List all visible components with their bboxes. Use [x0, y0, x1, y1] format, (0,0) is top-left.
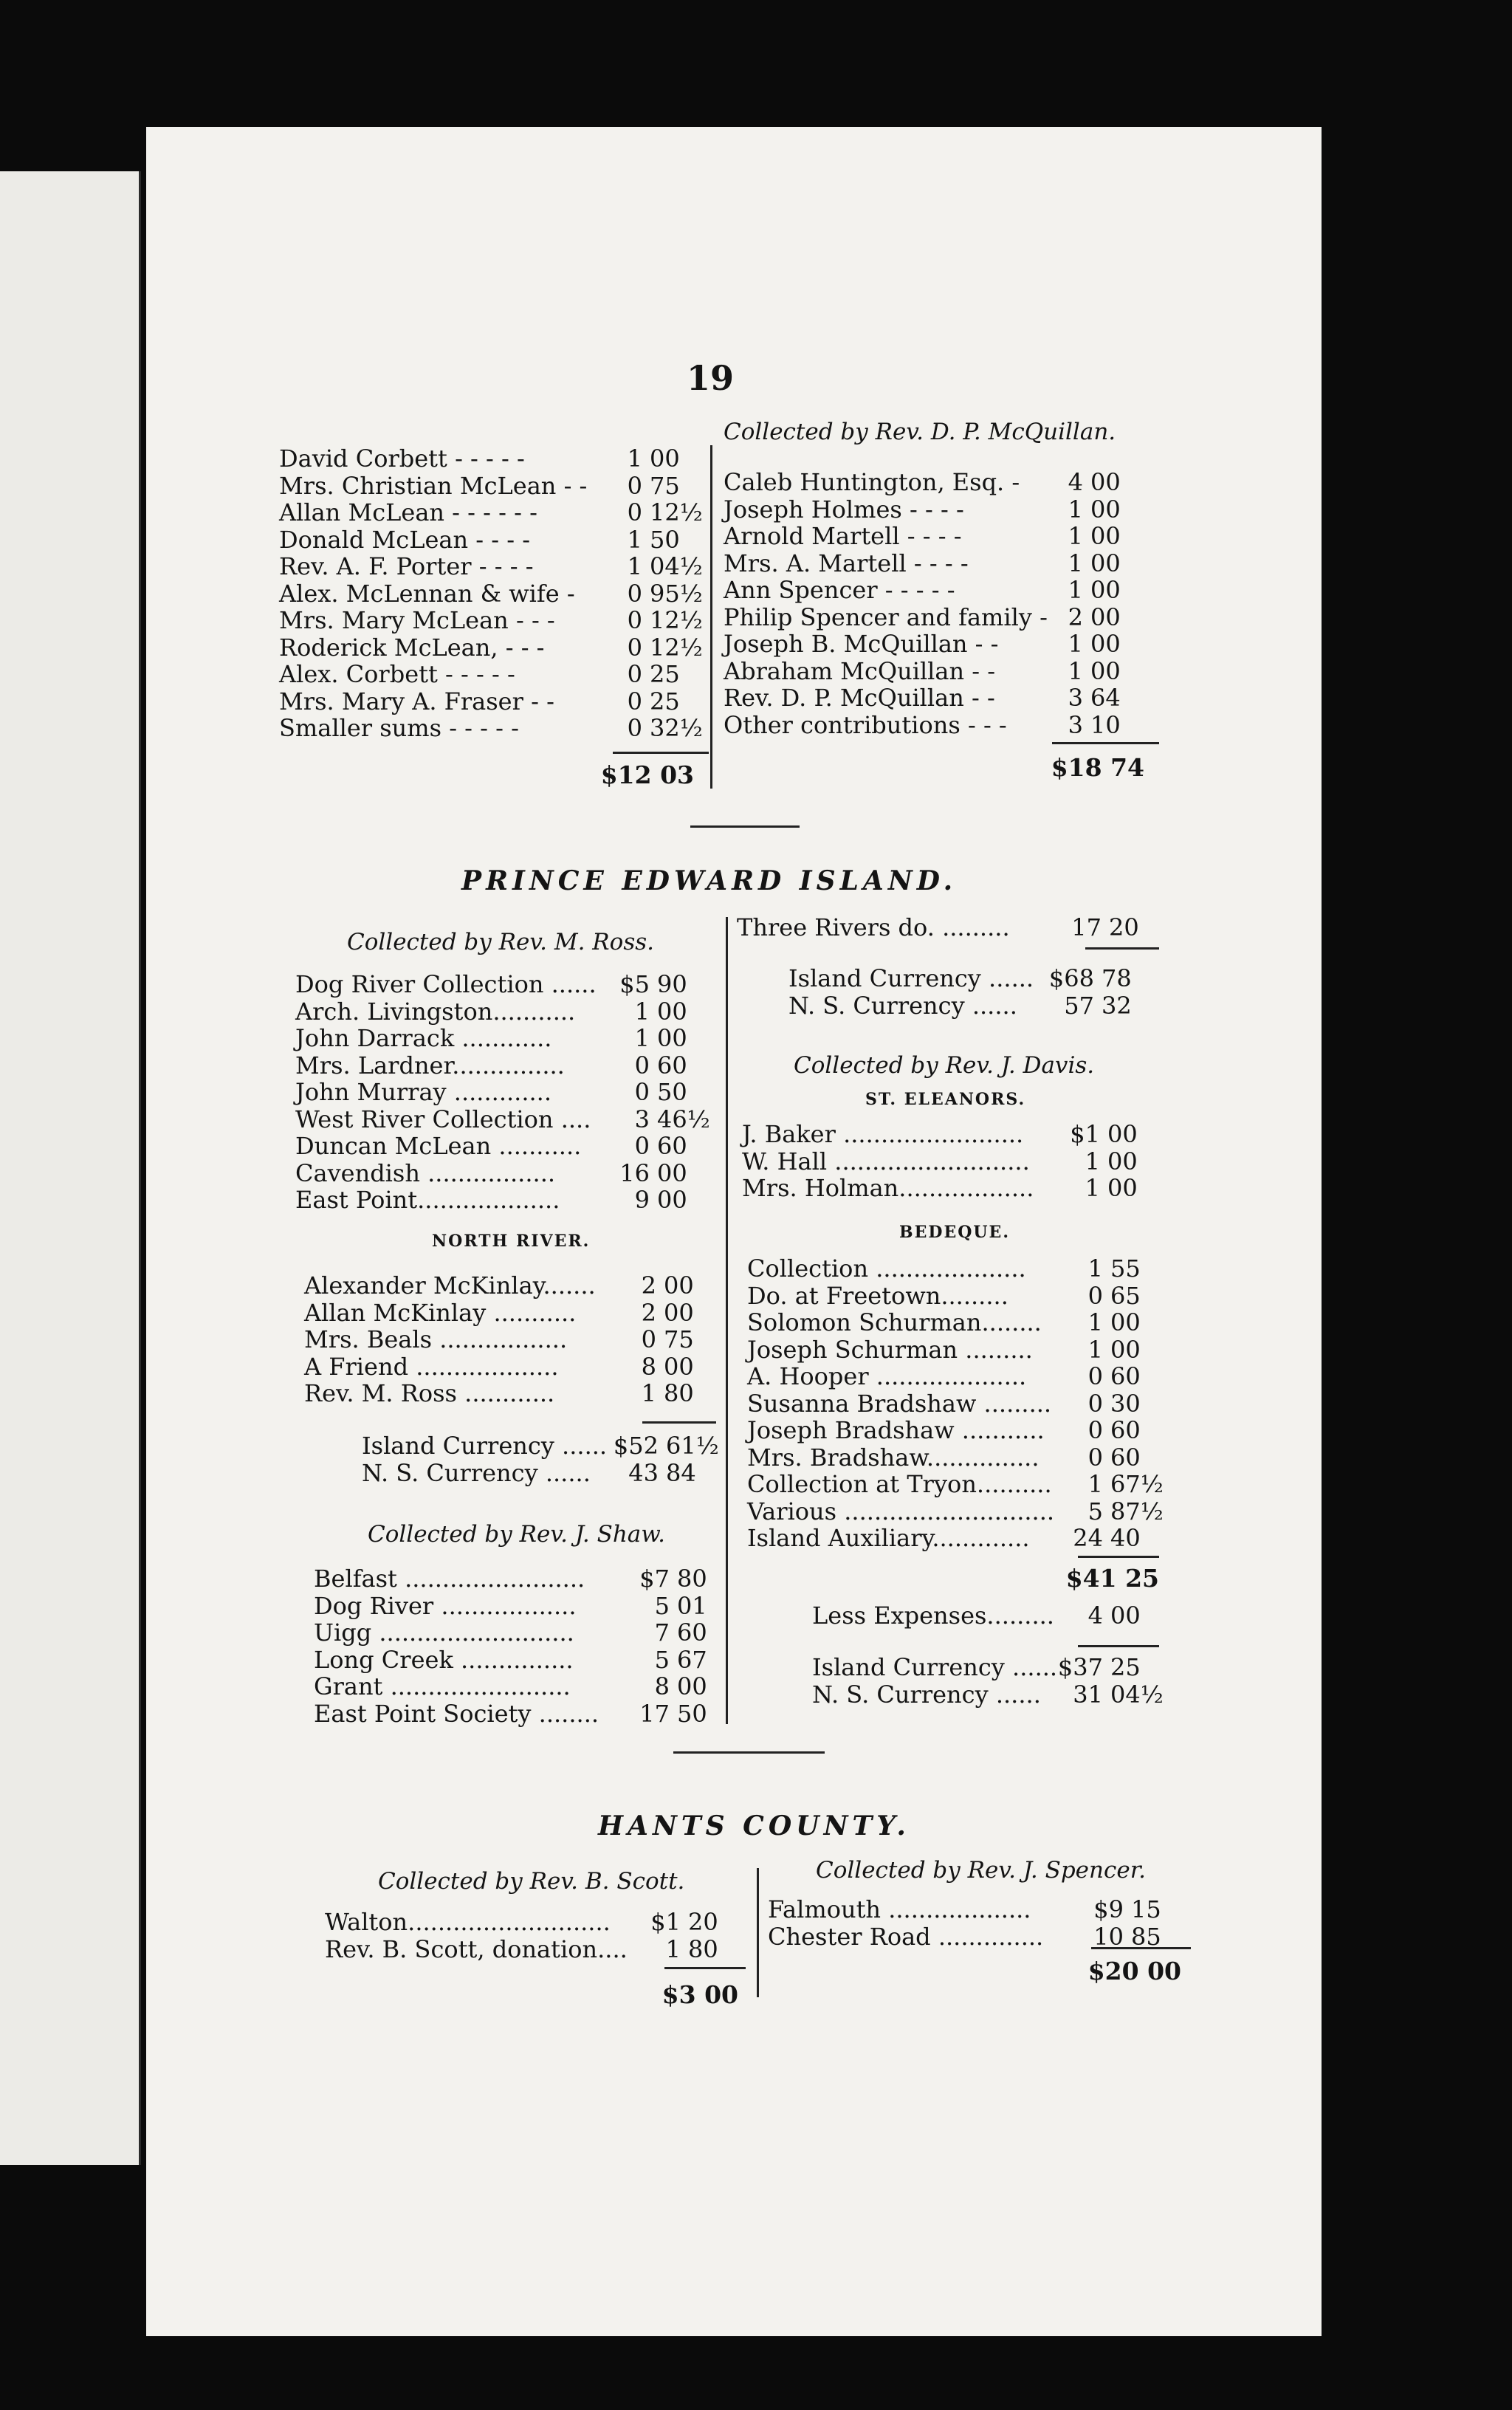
ledger-row	[295, 1133, 707, 1159]
contributor-name: Alexander McKinlay.......	[304, 1271, 596, 1300]
ledger-row	[279, 714, 703, 742]
amount-dollars: 0	[641, 1325, 656, 1353]
ledger-row	[788, 965, 1152, 992]
contributor-name: Mrs. Bradshaw...............	[747, 1443, 1040, 1472]
contributor-name: Susanna Bradshaw .........	[747, 1389, 1052, 1418]
amount-dollars: 0	[1087, 1416, 1103, 1444]
contributor-name: Joseph B. McQuillan - -	[724, 630, 999, 658]
ledger-row	[724, 523, 1141, 549]
amount-dollars: 1	[634, 1024, 650, 1052]
amount-dollars: 2	[641, 1271, 656, 1300]
amount-dollars: $37	[1057, 1653, 1103, 1681]
amount-cents: 32	[1102, 991, 1132, 1020]
ledger-row	[314, 1565, 727, 1592]
amount-dollars: 4	[1087, 1601, 1103, 1630]
ledger-row	[279, 526, 700, 553]
amount-cents: 12½	[650, 498, 703, 526]
amount-dollars: 1	[641, 1379, 656, 1407]
contributor-name: Mrs. A. Martell - - - -	[724, 549, 969, 577]
ledger-row	[747, 1336, 1161, 1363]
ledger-row	[314, 1673, 727, 1700]
ledger-row	[295, 1160, 707, 1187]
amount-cents: 78	[1102, 964, 1132, 992]
amount-dollars: 1	[1087, 1470, 1103, 1498]
contributor-name: Alex. McLennan & wife -	[279, 579, 575, 608]
amount-cents: 80	[677, 1565, 707, 1593]
contributor-name: Mrs. Lardner...............	[295, 1051, 565, 1079]
contributor-name: Ann Spencer - - - - -	[724, 576, 955, 604]
amount-cents: 04½	[1110, 1680, 1164, 1709]
ledger-row	[279, 606, 703, 634]
contributor-name: Less Expenses.........	[812, 1601, 1054, 1630]
contributor-name: N. S. Currency ......	[788, 991, 1017, 1020]
contributor-name: Mrs. Holman..................	[742, 1174, 1034, 1202]
contributor-name: Allan McKinlay ...........	[304, 1298, 577, 1327]
contributor-name: Smaller sums - - - - -	[279, 714, 519, 742]
ledger-row	[304, 1380, 714, 1407]
section-heading: PRINCE EDWARD ISLAND.	[461, 865, 958, 896]
ledger-row	[747, 1283, 1161, 1309]
amount-dollars: 0	[634, 1132, 650, 1160]
amount-dollars: 1	[1068, 576, 1083, 604]
amount-cents: 50	[650, 525, 680, 554]
amount-cents: 00	[650, 444, 680, 473]
ledger-row	[304, 1300, 714, 1326]
subtotal-rule	[1078, 1556, 1159, 1558]
contributor-name: Rev. M. Ross ............	[304, 1379, 555, 1407]
amount-cents: 00	[1090, 656, 1121, 685]
contributor-name: Arch. Livingston...........	[295, 997, 576, 1026]
amount-cents: 00	[664, 1352, 694, 1381]
contributor-name: Long Creek ...............	[314, 1645, 574, 1674]
amount-cents: 50	[657, 1078, 687, 1106]
amount-cents: 00	[664, 1271, 694, 1300]
section-divider	[673, 1751, 825, 1754]
amount-dollars: 0	[627, 714, 642, 742]
ledger-row	[314, 1619, 727, 1646]
ledger-row	[724, 684, 1141, 711]
contributor-name: Allan McLean - - - - - -	[279, 498, 537, 526]
contributor-name: David Corbett - - - - -	[279, 444, 525, 473]
amount-dollars: 16	[619, 1158, 650, 1187]
contributor-name: Other contributions - - -	[724, 710, 1007, 739]
amount-dollars: 0	[1087, 1362, 1103, 1390]
amount-cents: 46½	[657, 1105, 710, 1133]
contributor-name: A. Hooper ....................	[747, 1362, 1027, 1390]
contributor-name: Island Auxiliary.............	[747, 1524, 1030, 1552]
amount-dollars: 3	[1068, 684, 1083, 712]
amount-cents: 25	[1110, 1653, 1141, 1681]
amount-dollars: $1	[1070, 1120, 1100, 1148]
contributor-name: W. Hall ..........................	[742, 1147, 1030, 1175]
subtotal-rule	[613, 752, 709, 754]
collector-title: Collected by Rev. J. Spencer.	[816, 1857, 1146, 1884]
amount-cents: 00	[657, 1024, 687, 1052]
contributor-name: Joseph Holmes - - - -	[724, 495, 964, 523]
ledger-row	[747, 1417, 1161, 1443]
amount-cents: 00	[1090, 468, 1121, 496]
ledger-row	[314, 1647, 727, 1673]
district-subheading: NORTH RIVER.	[432, 1232, 591, 1251]
contributor-name: Island Currency ......	[362, 1432, 608, 1460]
amount-dollars: 4	[1068, 468, 1083, 496]
contributor-name: Alex. Corbett - - - - -	[279, 660, 515, 688]
amount-dollars: 2	[1068, 602, 1083, 631]
ledger-row	[812, 1602, 1161, 1629]
ledger-row	[724, 577, 1141, 603]
amount-dollars: 0	[627, 660, 642, 688]
amount-cents: 00	[1110, 1601, 1141, 1630]
contributor-name: N. S. Currency ......	[362, 1458, 591, 1487]
ledger-row	[279, 445, 700, 472]
amount-dollars: 0	[627, 471, 642, 500]
subtotal-rule	[642, 1421, 716, 1424]
contributor-name: Mrs. Christian McLean - -	[279, 471, 588, 500]
contributor-name: East Point...................	[295, 1186, 560, 1214]
amount-cents: 00	[1090, 522, 1121, 550]
ledger-row	[747, 1444, 1161, 1471]
total-amount: $18 74	[1051, 753, 1144, 782]
contributor-name: Roderick McLean, - - -	[279, 633, 545, 662]
ledger-row	[295, 1079, 707, 1105]
contributor-name: Island Currency ......	[788, 964, 1034, 992]
amount-dollars: 1	[627, 525, 642, 554]
section-heading: HANTS COUNTY.	[598, 1810, 910, 1841]
amount-dollars: $1	[650, 1908, 681, 1936]
amount-cents: 60	[657, 1132, 687, 1160]
ledger-row	[295, 1105, 710, 1133]
amount-dollars: 1	[627, 444, 642, 473]
contributor-name: Mrs. Mary A. Fraser - -	[279, 687, 554, 715]
amount-cents: 64	[1090, 684, 1121, 712]
amount-cents: 40	[1110, 1524, 1141, 1552]
amount-cents: 00	[1107, 1147, 1138, 1175]
contributor-name: Walton...........................	[325, 1908, 611, 1936]
contributor-name: A Friend ...................	[304, 1352, 559, 1381]
amount-dollars: 24	[1073, 1524, 1103, 1552]
ledger-row	[747, 1470, 1164, 1498]
amount-cents: 60	[677, 1618, 707, 1647]
amount-dollars: $9	[1093, 1895, 1124, 1923]
amount-cents: 10	[1090, 710, 1121, 739]
subtotal-rule	[1085, 947, 1159, 950]
total-amount: $12 03	[600, 761, 694, 789]
district-subheading: ST. ELEANORS.	[865, 1090, 1026, 1109]
ledger-row	[304, 1272, 714, 1299]
ledger-row	[279, 498, 703, 526]
contributor-name: Solomon Schurman........	[747, 1308, 1042, 1336]
district-subheading: BEDEQUE.	[899, 1223, 1010, 1242]
ledger-row	[325, 1909, 738, 1935]
ledger-row	[724, 604, 1141, 631]
amount-dollars: 0	[627, 606, 642, 634]
amount-dollars: 0	[627, 687, 642, 715]
amount-dollars: 0	[1087, 1389, 1103, 1418]
amount-dollars: $7	[639, 1565, 670, 1593]
amount-dollars: 1	[1085, 1147, 1100, 1175]
ledger-row	[362, 1460, 716, 1486]
amount-cents: 00	[1110, 1335, 1141, 1364]
amount-dollars: 1	[1068, 656, 1083, 685]
amount-dollars: 17	[1071, 913, 1102, 941]
amount-cents: 20	[1109, 913, 1139, 941]
contributor-name: Various ............................	[747, 1497, 1055, 1525]
amount-dollars: 1	[1087, 1254, 1103, 1283]
contributor-name: Island Currency ......	[812, 1653, 1058, 1681]
ledger-row	[742, 1148, 1158, 1175]
ledger-row	[295, 998, 707, 1025]
ledger-row	[768, 1896, 1181, 1923]
contributor-name: Cavendish .................	[295, 1158, 556, 1187]
ledger-row	[279, 688, 700, 715]
amount-cents: 00	[657, 997, 687, 1026]
amount-cents: 84	[666, 1458, 696, 1487]
contributor-name: Three Rivers do. .........	[737, 913, 1010, 941]
amount-dollars: 9	[634, 1186, 650, 1214]
amount-dollars: 43	[628, 1458, 659, 1487]
column-divider	[757, 1868, 759, 1997]
amount-cents: 85	[1131, 1922, 1161, 1951]
contributor-name: Joseph Bradshaw ...........	[747, 1416, 1045, 1444]
amount-dollars: 0	[1087, 1281, 1103, 1310]
amount-dollars: 5	[654, 1591, 670, 1620]
amount-cents: 30	[1110, 1389, 1141, 1418]
ledger-row	[788, 992, 1152, 1019]
ledger-row	[724, 631, 1141, 657]
amount-dollars: 1	[1087, 1335, 1103, 1364]
amount-cents: 75	[664, 1325, 694, 1353]
ledger-row	[768, 1923, 1181, 1950]
ledger-row	[362, 1432, 719, 1460]
amount-dollars: 1	[665, 1934, 681, 1963]
contributor-name: Do. at Freetown.........	[747, 1281, 1008, 1310]
contributor-name: Caleb Huntington, Esq. -	[724, 468, 1020, 496]
amount-dollars: 7	[654, 1618, 670, 1647]
amount-dollars: $5	[619, 970, 650, 998]
amount-cents: 67	[677, 1645, 707, 1674]
amount-cents: 67½	[1110, 1470, 1164, 1498]
amount-cents: 75	[650, 471, 680, 500]
amount-dollars: 1	[1068, 495, 1083, 523]
contributor-name: Duncan McLean ...........	[295, 1132, 582, 1160]
amount-cents: 55	[1110, 1254, 1141, 1283]
contributor-name: Philip Spencer and family -	[724, 602, 1048, 631]
amount-dollars: 0	[627, 498, 642, 526]
amount-cents: 61½	[666, 1432, 719, 1460]
amount-dollars: 3	[1068, 710, 1083, 739]
ledger-row	[295, 1052, 707, 1079]
amount-dollars: 0	[627, 633, 642, 662]
contributor-name: Collection ....................	[747, 1254, 1026, 1283]
ledger-row	[279, 579, 703, 608]
contributor-name: Chester Road ..............	[768, 1922, 1044, 1951]
amount-cents: 15	[1131, 1895, 1161, 1923]
ledger-row	[747, 1363, 1161, 1390]
ledger-row	[304, 1353, 714, 1380]
amount-cents: 00	[1110, 1308, 1141, 1336]
amount-cents: 60	[657, 1051, 687, 1079]
section-divider	[690, 825, 800, 828]
amount-dollars: 1	[634, 997, 650, 1026]
contributor-name: Rev. B. Scott, donation....	[325, 1934, 628, 1963]
amount-cents: 01	[677, 1591, 707, 1620]
amount-cents: 60	[1110, 1443, 1141, 1472]
total-amount: $3 00	[662, 1980, 738, 2009]
ledger-row	[742, 1175, 1158, 1201]
amount-cents: 90	[657, 970, 687, 998]
amount-dollars: 2	[641, 1298, 656, 1327]
collector-title: Collected by Rev. M. Ross.	[347, 929, 654, 955]
subtotal-rule	[664, 1967, 746, 1969]
contributor-name: N. S. Currency ......	[812, 1680, 1041, 1709]
amount-cents: 00	[664, 1298, 694, 1327]
amount-cents: 00	[1090, 576, 1121, 604]
ledger-row	[314, 1700, 727, 1727]
ledger-row	[279, 661, 700, 687]
ledger-row	[295, 971, 707, 998]
contributor-name: J. Baker ........................	[742, 1120, 1024, 1148]
amount-cents: 04½	[650, 552, 703, 580]
amount-dollars: 1	[1087, 1308, 1103, 1336]
amount-cents: 00	[1107, 1174, 1138, 1202]
subtotal-rule	[1078, 1645, 1159, 1647]
ledger-row	[747, 1497, 1164, 1525]
contributor-name: Uigg ..........................	[314, 1618, 574, 1647]
contributor-name: Joseph Schurman .........	[747, 1335, 1033, 1364]
amount-dollars: 3	[634, 1105, 650, 1133]
ledger-row	[724, 496, 1141, 523]
collector-title: Collected by Rev. B. Scott.	[378, 1868, 685, 1895]
contributor-name: Abraham McQuillan - -	[724, 656, 996, 685]
amount-cents: 80	[664, 1379, 694, 1407]
ledger-row	[812, 1680, 1164, 1709]
ledger-row	[295, 1025, 707, 1051]
contributor-name: Grant ........................	[314, 1672, 571, 1700]
amount-dollars: 1	[627, 552, 642, 580]
page-number: 19	[687, 358, 735, 398]
amount-cents: 95½	[650, 579, 703, 608]
contributor-name: West River Collection ....	[295, 1105, 591, 1133]
amount-cents: 00	[1090, 549, 1121, 577]
contributor-name: Dog River ..................	[314, 1591, 577, 1620]
collector-title: Collected by Rev. J. Davis.	[794, 1052, 1095, 1079]
amount-cents: 80	[688, 1934, 718, 1963]
amount-dollars: 17	[639, 1699, 670, 1728]
amount-dollars: 0	[634, 1078, 650, 1106]
amount-dollars: 1	[1068, 549, 1083, 577]
amount-dollars: 10	[1093, 1922, 1124, 1951]
amount-dollars: 5	[654, 1645, 670, 1674]
amount-dollars: $52	[613, 1432, 659, 1460]
total-amount: $41 25	[1065, 1564, 1159, 1593]
amount-cents: 32½	[650, 714, 703, 742]
ledger-row	[295, 1187, 707, 1213]
ledger-row	[737, 914, 1159, 941]
amount-cents: 65	[1110, 1281, 1141, 1310]
amount-cents: 00	[657, 1158, 687, 1187]
ledger-row	[724, 550, 1141, 577]
ledger-row	[742, 1121, 1158, 1147]
contributor-name: Rev. D. P. McQuillan - -	[724, 684, 995, 712]
contributor-name: Donald McLean - - - -	[279, 525, 530, 554]
amount-dollars: 8	[641, 1352, 656, 1381]
contributor-name: Dog River Collection ......	[295, 970, 597, 998]
amount-dollars: 0	[634, 1051, 650, 1079]
contributor-name: Collection at Tryon..........	[747, 1470, 1052, 1498]
ledger-row	[279, 552, 703, 580]
collector-title: Collected by Rev. D. P. McQuillan.	[724, 419, 1116, 445]
collector-title: Collected by Rev. J. Shaw.	[368, 1521, 665, 1548]
amount-dollars: 8	[654, 1672, 670, 1700]
contributor-name: Belfast ........................	[314, 1565, 585, 1593]
ledger-row	[747, 1390, 1161, 1417]
amount-cents: 20	[688, 1908, 718, 1936]
amount-cents: 00	[1090, 602, 1121, 631]
amount-cents: 60	[1110, 1362, 1141, 1390]
contributor-name: Rev. A. F. Porter - - - -	[279, 552, 534, 580]
facing-page-edge	[0, 171, 141, 2165]
contributor-name: Mrs. Beals .................	[304, 1325, 568, 1353]
contributor-name: John Murray .............	[295, 1078, 552, 1106]
amount-dollars: 31	[1073, 1680, 1103, 1709]
contributor-name: East Point Society ........	[314, 1699, 599, 1728]
ledger-row	[747, 1525, 1161, 1551]
amount-cents: 12½	[650, 606, 703, 634]
subtotal-rule	[1052, 742, 1159, 744]
ledger-row	[279, 473, 700, 499]
amount-dollars: 57	[1064, 991, 1094, 1020]
contributor-name: John Darrack ............	[295, 1024, 552, 1052]
ledger-row	[724, 712, 1141, 738]
ledger-row	[724, 658, 1141, 684]
amount-cents: 25	[650, 687, 680, 715]
amount-dollars: 1	[1085, 1174, 1100, 1202]
ledger-row	[304, 1326, 714, 1353]
amount-dollars: 0	[627, 579, 642, 608]
ledger-row	[325, 1936, 738, 1963]
amount-cents: 00	[1090, 495, 1121, 523]
amount-dollars: 0	[1087, 1443, 1103, 1472]
contributor-name: Mrs. Mary McLean - - -	[279, 606, 555, 634]
amount-cents: 12½	[650, 633, 703, 662]
ledger-row	[747, 1255, 1161, 1282]
amount-cents: 00	[677, 1672, 707, 1700]
amount-dollars: 5	[1087, 1497, 1103, 1525]
amount-dollars: 1	[1068, 522, 1083, 550]
amount-cents: 00	[1090, 630, 1121, 658]
amount-cents: 50	[677, 1699, 707, 1728]
column-divider	[710, 445, 712, 789]
ledger-row	[314, 1593, 727, 1619]
amount-cents: 00	[1107, 1120, 1138, 1148]
amount-dollars: $68	[1048, 964, 1094, 992]
amount-dollars: 1	[1068, 630, 1083, 658]
ledger-row	[279, 633, 703, 662]
amount-cents: 00	[657, 1186, 687, 1214]
ledger-row	[747, 1309, 1161, 1336]
contributor-name: Falmouth ...................	[768, 1895, 1031, 1923]
total-amount: $20 00	[1087, 1957, 1181, 1985]
amount-cents: 25	[650, 660, 680, 688]
amount-cents: 60	[1110, 1416, 1141, 1444]
ledger-row	[724, 469, 1141, 495]
contributor-name: Arnold Martell - - - -	[724, 522, 962, 550]
amount-cents: 87½	[1110, 1497, 1164, 1525]
ledger-row	[812, 1654, 1161, 1681]
